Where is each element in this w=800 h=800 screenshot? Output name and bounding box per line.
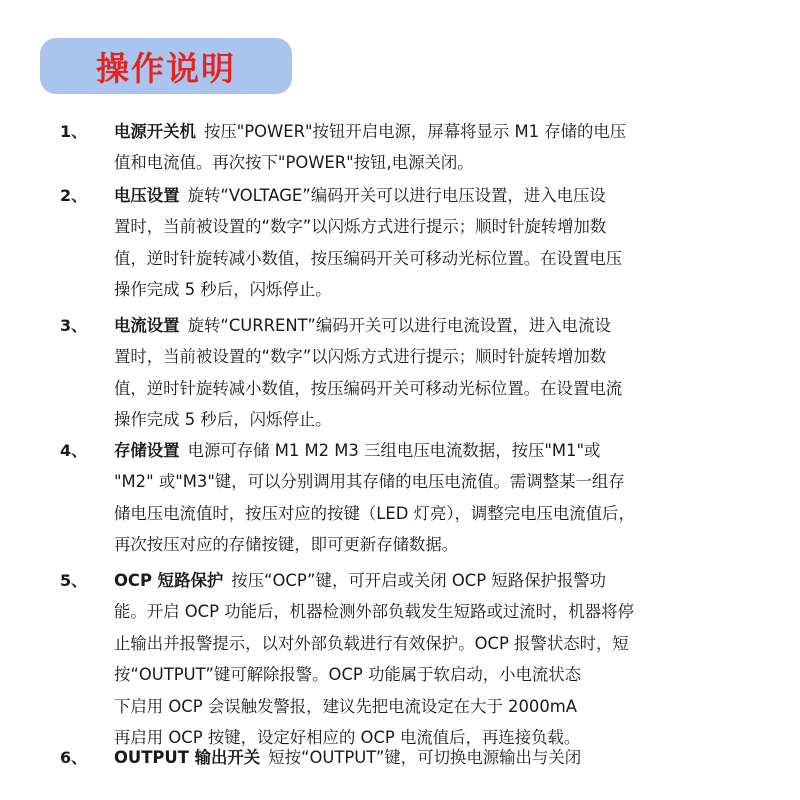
item-text: 值和电流值。再次按下"POWER"按钮,电源关闭。: [114, 153, 474, 173]
item-text: 置时，当前被设置的“数字”以闪烁方式进行提示；顺时针旋转增加数: [114, 347, 607, 367]
item-text: 下启用 OCP 会误触发警报，建议先把电流设定在大于 2000mA: [114, 696, 577, 716]
item-line: [114, 310, 698, 341]
item-text: 电源可存储 M1 M2 M3 三组电压电流数据，按压"M1"或: [187, 441, 601, 460]
item-text: 置时，当前被设置的“数字”以闪烁方式进行提示；顺时针旋转增加数: [114, 217, 607, 237]
item-line: [114, 211, 698, 242]
item-line: [114, 691, 698, 722]
item-text: 止输出并报警提示，以对外部负载进行有效保护。OCP 报警状态时，短: [114, 633, 629, 653]
item-text: 按压"POWER"按钮开启电源，屏幕将显示 M1 存储的电压: [203, 122, 627, 141]
item-text: "M2" 或"M3"键，可以分别调用其存储的电压电流值。需调整某一组存: [114, 472, 625, 492]
item-line: [114, 373, 698, 404]
item-number: 2、: [60, 186, 88, 205]
item-text: 再次按压对应的存储按键，即可更新存储数据。: [114, 535, 459, 555]
item-text: 短按“OUTPUT”键，可切换电源输出与关闭: [268, 748, 582, 767]
item-text: 旋转“VOLTAGE”编码开关可以进行电压设置，进入电压设: [187, 186, 606, 205]
item-line: [114, 341, 698, 372]
item-line: [114, 596, 698, 627]
item-number: 1、: [60, 122, 88, 141]
title-banner: [40, 38, 292, 94]
item-heading: 存储设置: [114, 441, 180, 460]
item-number: 3、: [60, 316, 88, 335]
item-text: 再启用 OCP 按键，设定好相应的 OCP 电流值后，再连接负载。: [114, 728, 581, 748]
item-line: [114, 466, 698, 497]
item-line: [114, 628, 698, 659]
item-line: [114, 565, 698, 596]
item-line: [114, 180, 698, 211]
item-text: 能。开启 OCP 功能后，机器检测外部负载发生短路或过流时，机器将停: [114, 602, 634, 622]
item-text: 按压“OCP”键，可开启或关闭 OCP 短路保护报警功: [231, 571, 607, 590]
item-line: [114, 659, 698, 690]
item-number: 4、: [60, 441, 88, 460]
item-content: [114, 180, 698, 306]
item-heading: 电流设置: [114, 316, 180, 335]
page-title: 操作说明: [96, 48, 236, 88]
item-text: 按“OUTPUT”键可解除报警。OCP 功能属于软启动，小电流状态: [114, 665, 582, 685]
item-text: 操作完成 5 秒后，闪烁停止。: [114, 410, 332, 430]
item-line: [114, 243, 698, 274]
item-line: [114, 498, 698, 529]
item-content: [114, 565, 698, 753]
item-text: 储电压电流值时，按压对应的按键（LED 灯亮），调整完电压电流值后，: [114, 503, 635, 523]
item-content: [114, 435, 698, 561]
item-line: [114, 404, 698, 435]
item-heading: OUTPUT 输出开关: [114, 748, 261, 767]
item-heading: 电压设置: [114, 186, 180, 205]
item-line: [114, 147, 698, 178]
item-line: [114, 274, 698, 305]
item-text: 操作完成 5 秒后，闪烁停止。: [114, 280, 332, 300]
item-line: [114, 435, 698, 466]
item-content: [114, 116, 698, 179]
item-number: 6、: [60, 748, 88, 767]
item-text: 值，逆时针旋转减小数值，按压编码开关可移动光标位置。在设置电压: [114, 248, 623, 268]
item-content: [114, 310, 698, 436]
item-text: 值，逆时针旋转减小数值，按压编码开关可移动光标位置。在设置电流: [114, 378, 623, 398]
item-text: 旋转“CURRENT”编码开关可以进行电流设置，进入电流设: [187, 316, 611, 335]
item-line: [114, 742, 698, 773]
item-content: [114, 742, 698, 773]
item-number: 5、: [60, 571, 88, 590]
item-line: [114, 116, 698, 147]
item-heading: OCP 短路保护: [114, 571, 224, 590]
item-heading: 电源开关机: [114, 122, 196, 141]
item-line: [114, 529, 698, 560]
